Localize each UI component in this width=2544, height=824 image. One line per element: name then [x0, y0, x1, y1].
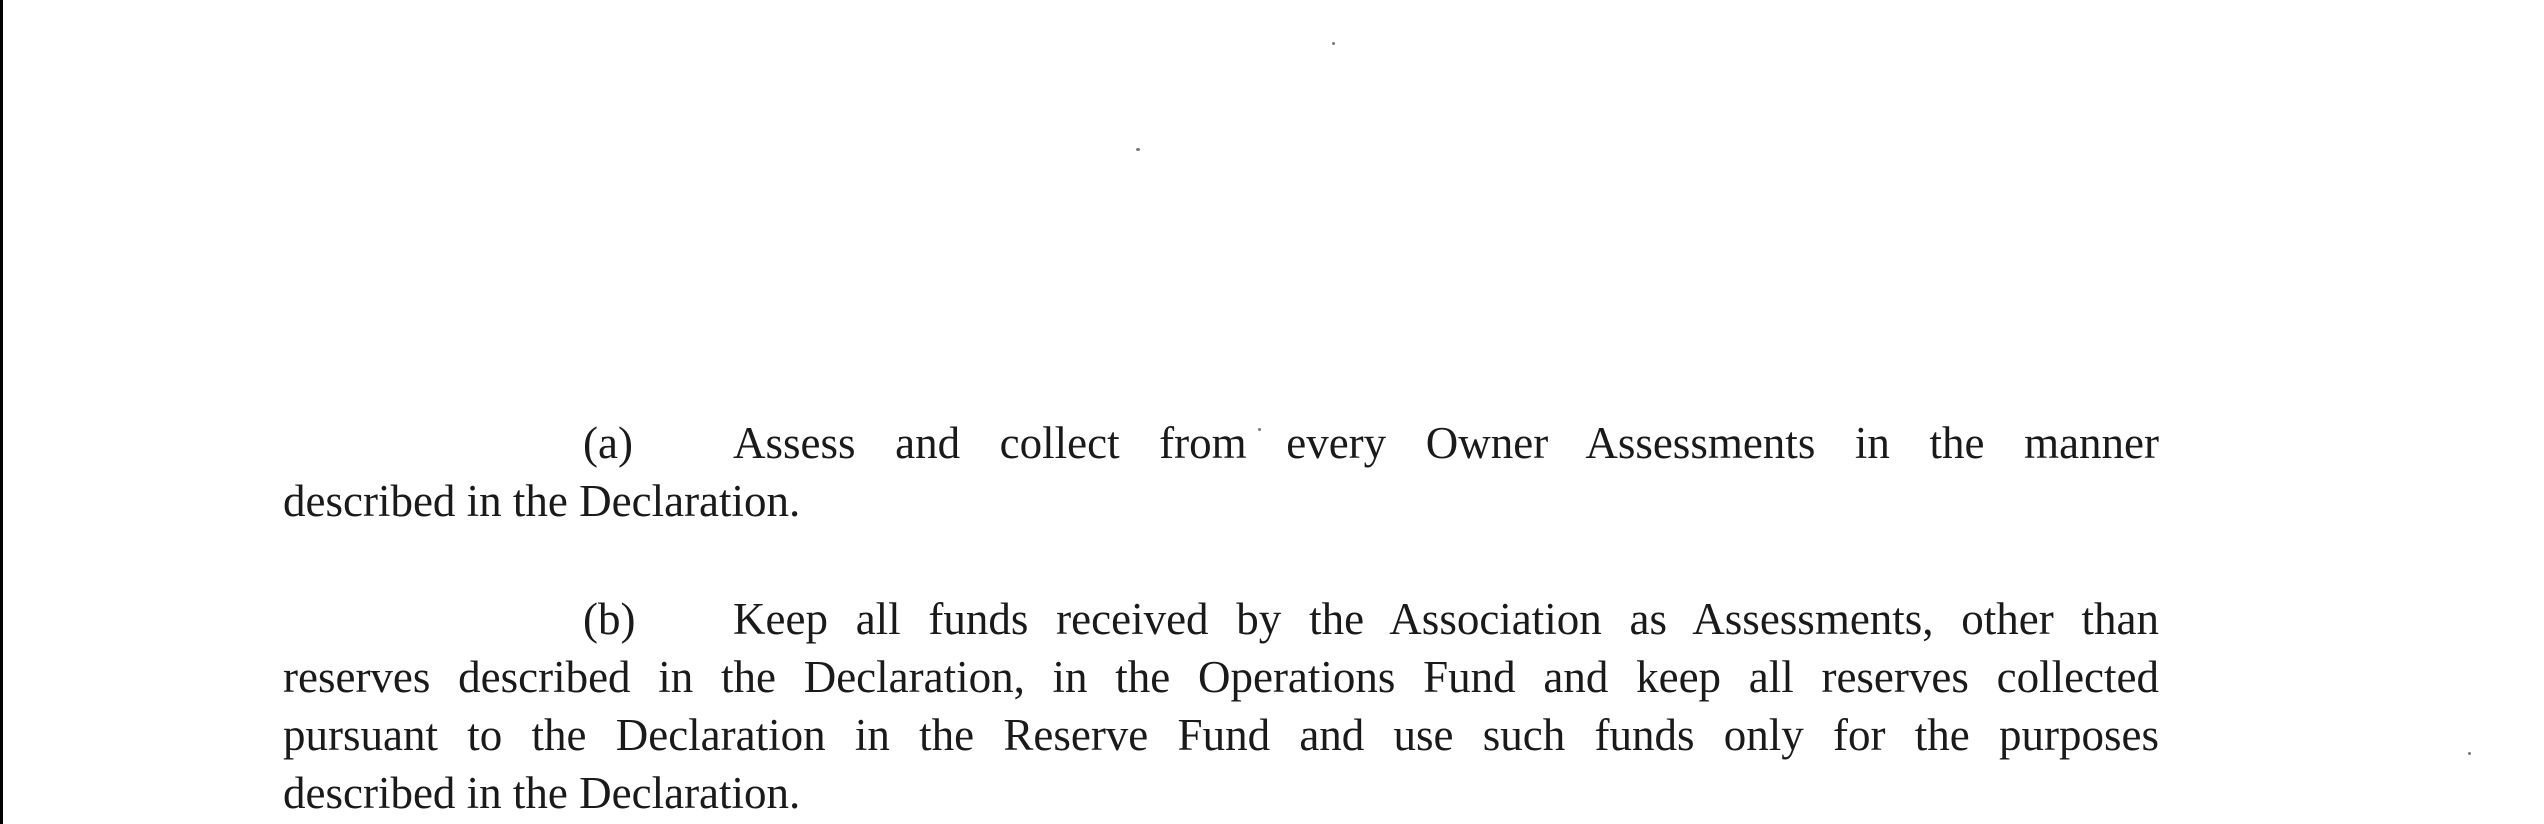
- paragraph-b-line: pursuant to the Declaration in the Reserve Fund and use such funds only for the purposes: [283, 710, 2159, 760]
- paragraph-b-lead-text: Keep all funds received by the Association as Assessments, other than: [733, 594, 2159, 644]
- scan-speck: [1136, 148, 1140, 151]
- paragraph-a-first-line: [283, 414, 2159, 472]
- scan-edge: [0, 0, 3, 824]
- paragraph-a: [283, 414, 2159, 530]
- paragraph-b-line: reserves described in the Declaration, in the Operations Fund and keep all reserves collected: [283, 652, 2159, 702]
- paragraph-b-first-line: [283, 590, 2159, 648]
- scan-speck: [1332, 42, 1335, 45]
- paragraph-a-lead-text: Assess and collect from every Owner Assessments in the manner: [733, 418, 2159, 468]
- paragraph-b-label: (b): [583, 594, 636, 644]
- scan-speck: [2468, 752, 2471, 755]
- paragraph-b-line: described in the Declaration.: [283, 768, 801, 818]
- paragraph-a-line: described in the Declaration.: [283, 476, 801, 526]
- paragraph-a-label: (a): [583, 418, 633, 468]
- paragraph-b: [283, 590, 2159, 822]
